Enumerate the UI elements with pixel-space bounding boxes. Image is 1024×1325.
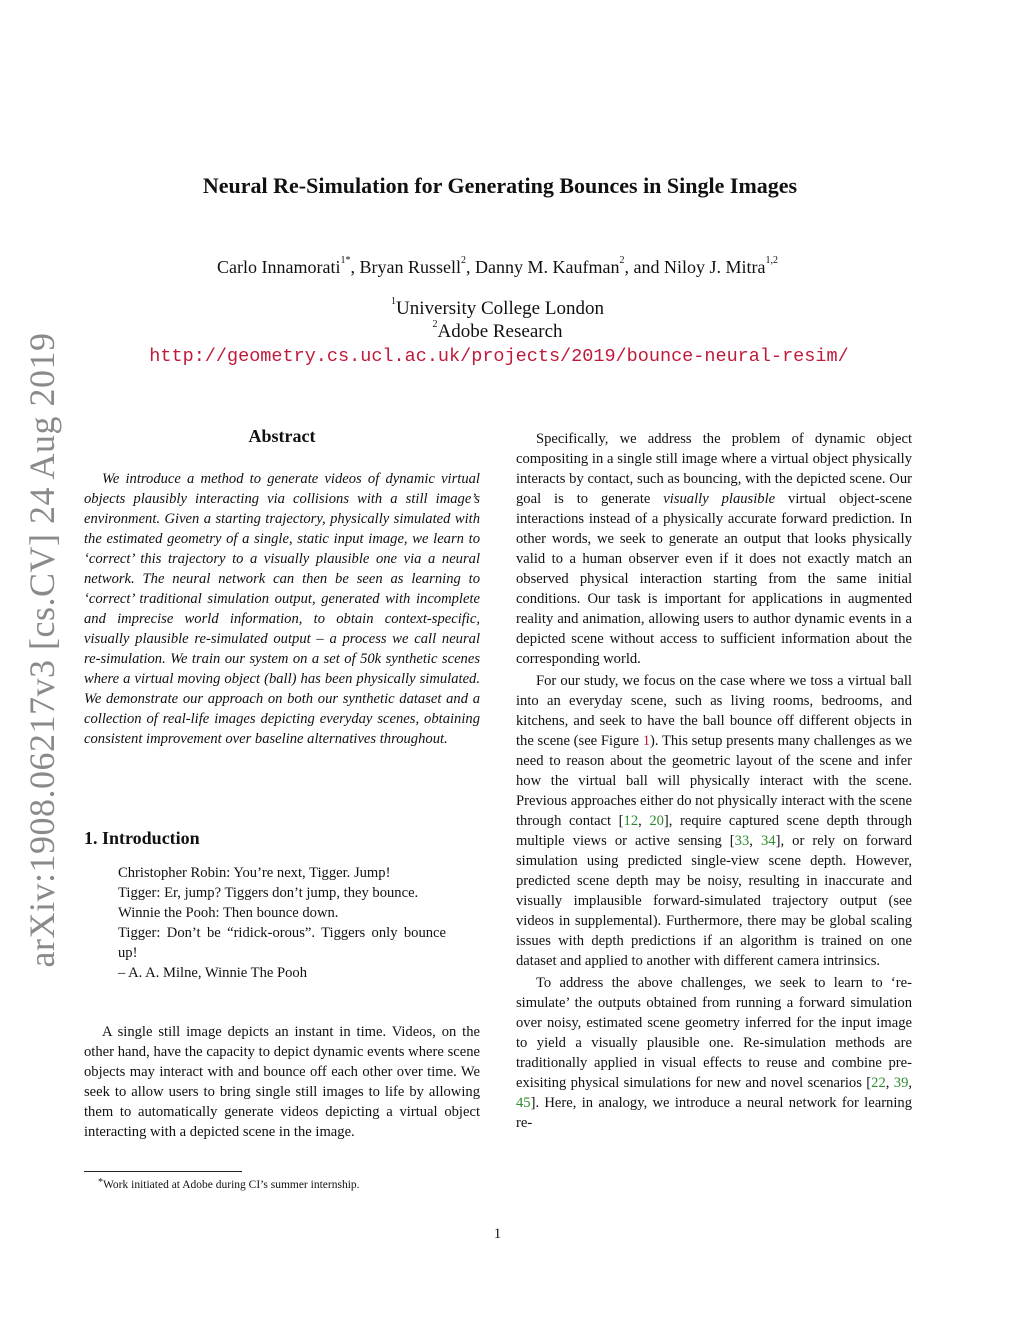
text-run: ], or rely on forward simulation using predicted single-view scene depth. However, predicted scene depth may be noisy, resulting in inaccurate and visually implausible forward-simulated trajectory output (see videos in supplemental). Furthermore, there may be global scaling issues with depth predictions if an algorithm is trained on one dataset and applied to another with different camera intrinsics. xyxy=(516,833,912,969)
footnote-text: Work initiated at Adobe during CI’s summer internship. xyxy=(103,1179,360,1191)
quote-line: Winnie the Pooh: Then bounce down. xyxy=(118,905,339,921)
text-run: Specifically, we address the problem of dynamic object compositing in a single still image where a virtual object physically interacts by contact, such as bouncing, with the depicted scene. Our goal is to generate xyxy=(516,431,912,507)
author-1-affil: 1* xyxy=(340,255,351,266)
author-list xyxy=(0,257,995,278)
text-run: ]. Here, in analogy, we introduce a neural network for learning re- xyxy=(516,1095,912,1131)
quote-attribution: – A. A. Milne, Winnie The Pooh xyxy=(118,965,307,981)
text-run: ). This setup presents many challenges as we need to reason about the geometric layout of the scene and infer how the virtual ball will physically interact with the scene. Previous approaches either do not physically interact with the scene through contact [ xyxy=(516,733,912,829)
affiliation-2-name: Adobe Research xyxy=(437,321,563,342)
citation-link[interactable]: 34 xyxy=(760,833,776,849)
citation-link[interactable]: 33 xyxy=(734,833,750,849)
page-number: 1 xyxy=(493,1226,502,1242)
epigraph-quote xyxy=(118,863,446,983)
section-introduction-heading: 1. Introduction xyxy=(84,828,200,848)
author-2-affil: 2 xyxy=(461,255,466,266)
text-run: , xyxy=(908,1075,913,1091)
quote-line: Christopher Robin: You’re next, Tigger. Jump! xyxy=(118,865,391,881)
footnote-mark: * xyxy=(98,1177,103,1188)
text-run: virtual object-scene interactions instead of a physically accurate forward prediction. In other words, we seek to generate an output that looks physically valid to a human observer even if it does not exactly match an observed physical interaction starting from the same initial conditions. Our task is important for applications in augmented reality and animation, allowing users to author dynamic events in a depicted scene without access to sufficient information about the corresponding world. xyxy=(516,491,912,667)
paragraph xyxy=(516,429,912,669)
text-run: , xyxy=(885,1075,894,1091)
text-run: To address the above challenges, we seek to learn to ‘re-simulate’ the outputs obtained from running a forward simulation over noisy, estimated scene geometry inferred for the input image to yield a visually plausible one. Re-simulation methods are traditionally applied in visual effects to reuse and combine pre-exisiting physical simulations for new and novel scenarios [ xyxy=(516,975,912,1091)
author-3: , Danny M. Kaufman xyxy=(466,257,620,277)
affiliation-1 xyxy=(0,298,995,320)
affiliation-2-mark: 2 xyxy=(432,319,438,330)
author-2: , Bryan Russell xyxy=(350,257,461,277)
citation-link[interactable]: 20 xyxy=(649,813,664,829)
citation-link[interactable]: 45 xyxy=(516,1095,531,1111)
project-url-link[interactable]: http://geometry.cs.ucl.ac.uk/projects/2019/bounce-neural-resim/ xyxy=(149,346,849,367)
figure-ref-link[interactable]: 1 xyxy=(642,733,650,749)
citation-link[interactable]: 12 xyxy=(623,813,639,829)
right-column xyxy=(516,429,912,1133)
arxiv-stamp: arXiv:1908.06217v3 [cs.CV] 24 Aug 2019 xyxy=(22,332,62,968)
text-run: For our study, we focus on the case where we toss a virtual ball into an everyday scene, such as living rooms, bedrooms, and kitchens, and seek to have the ball bounce off different objects in the scene (see Figure xyxy=(516,673,912,749)
text-run: , xyxy=(638,813,650,829)
emphasis: visually plausible xyxy=(663,491,776,507)
abstract-text: We introduce a method to generate videos of dynamic virtual objects plausibly interacting via collisions with a still image’s environment. Given a starting trajectory, physically simulated with the estimated geometry of a single, static input image, we learn to ‘correct’ this trajectory to a visually plausible one via a neural network. The neural network can then be seen as learning to ‘correct’ traditional simulation output, generated with incomplete and imprecise world information, to obtain context-specific, visually plausible re-simulated output – a process we call neural re-simulation. We train our system on a set of 50k synthetic scenes where a virtual moving object (ball) has been physically simulated. We demonstrate our approach on both our synthetic dataset and a collection of real-life images depicting everyday scenes, obtaining consistent improvement over baseline alternatives throughout. xyxy=(84,471,480,747)
author-3-affil: 2 xyxy=(619,255,625,266)
affiliation-1-mark: 1 xyxy=(391,296,397,307)
footnote-divider xyxy=(84,1171,242,1172)
citation-link[interactable]: 22 xyxy=(871,1075,886,1091)
arxiv-sidebar xyxy=(0,332,84,968)
citation-link[interactable]: 39 xyxy=(893,1075,909,1091)
affiliation-2 xyxy=(0,321,995,343)
affiliation-1-name: University College London xyxy=(396,298,604,319)
footnote xyxy=(98,1179,360,1191)
author-4: , and Niloy J. Mitra xyxy=(624,257,766,277)
abstract-heading: Abstract xyxy=(248,426,316,446)
paragraph xyxy=(516,671,912,971)
author-4-affil: 1,2 xyxy=(765,255,778,266)
quote-line: Tigger: Don’t be “ridick-orous”. Tiggers only bounce up! xyxy=(118,925,446,961)
intro-paragraph: A single still image depicts an instant in time. Videos, on the other hand, have the capacity to depict dynamic events where scene objects may interact with and bounce off each other over time. We seek to allow users to bring single still images to life by allowing them to automatically generate videos depicting a virtual object interacting with a depicted scene in the image. xyxy=(84,1024,480,1140)
paragraph xyxy=(516,973,912,1133)
text-run: , xyxy=(749,833,761,849)
text-run: ], require captured scene depth through multiple views or active sensing [ xyxy=(516,813,913,849)
paper-title: Neural Re-Simulation for Generating Bounces in Single Images xyxy=(202,173,798,198)
quote-line: Tigger: Er, jump? Tiggers don’t jump, they bounce. xyxy=(118,885,419,901)
author-1: Carlo Innamorati xyxy=(217,257,341,277)
